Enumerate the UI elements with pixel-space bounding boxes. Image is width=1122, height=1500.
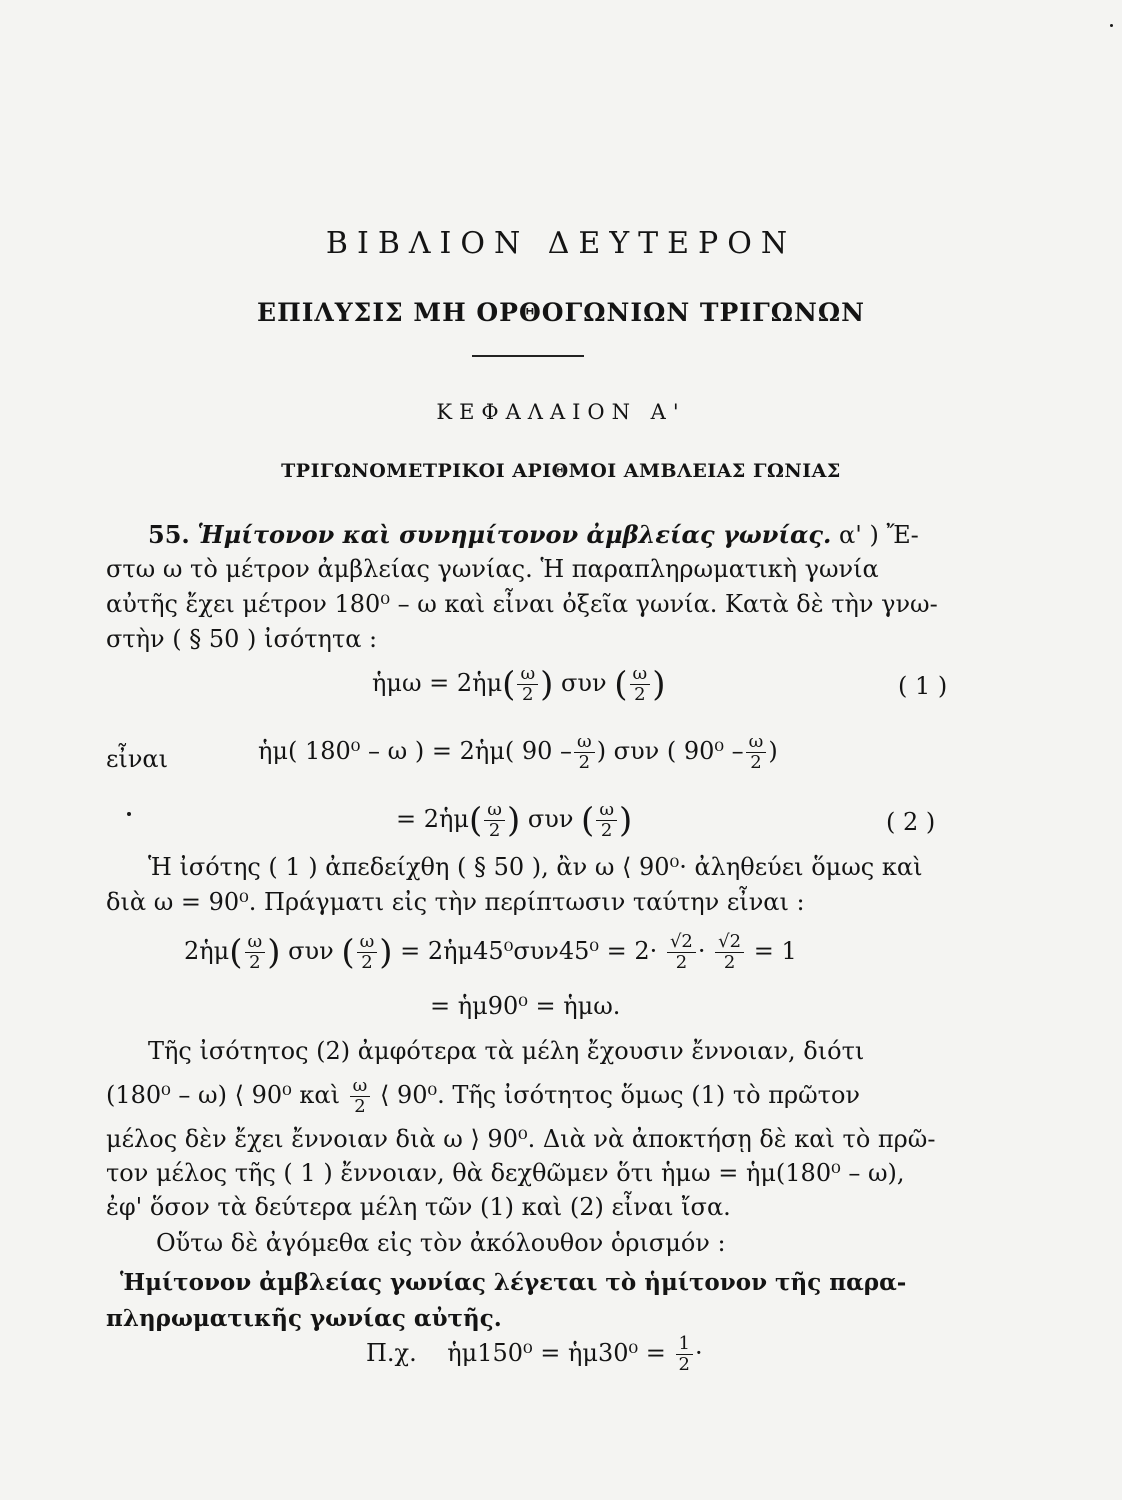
- equation-2-line2: = 2ἡμ( $\frac{\omega}{2}$ ) συν ( $\frac{\omega}{2}$ ): [396, 799, 633, 841]
- scan-speck: [1110, 24, 1113, 27]
- paragraph-line: τον μέλος τῆς ( 1 ) ἔννοιαν, θὰ δεχθῶμεν ὅτι ἡμω = ἡμ(180⁰ – ω),: [106, 1159, 905, 1187]
- fraction: $\frac{\omega}{2}$: [350, 1076, 371, 1117]
- definition-line: πληρωματικῆς γωνίας αὐτῆς.: [106, 1305, 502, 1332]
- paragraph-line: Ἡ ἰσότης ( 1 ) ἀπεδείχθη ( § 50 ), ἂν ω ⟨ 90⁰· ἀληθεύει ὅμως καὶ: [148, 853, 923, 881]
- scan-speck: [127, 812, 131, 816]
- equation-3-line2: = ἡμ90⁰ = ἡμω.: [430, 992, 621, 1020]
- equation-3: 2ἡμ( $\frac{\omega}{2}$ ) συν ( $\frac{\omega}{2}$ ) = 2ἡμ45⁰συν45⁰ = 2· $\frac{√2}{2}$ · $\frac{√2}{2}$ = 1: [184, 931, 797, 973]
- paragraph-line: αὐτῆς ἔχει μέτρον 180⁰ – ω καὶ εἶναι ὀξεῖα γωνία. Κατὰ δὲ τὴν γνω-: [106, 590, 938, 618]
- fraction: $\frac{\omega}{2}$: [746, 732, 767, 773]
- paragraph-line-with-fraction: (180⁰ – ω) ⟨ 90⁰ καὶ $\frac{\omega}{2}$ ⟨ 90⁰. Τῆς ἰσότητος ὅμως (1) τὸ πρῶτον: [106, 1075, 860, 1117]
- fraction: $\frac{\omega}{2}$: [517, 664, 538, 705]
- fraction: $\frac{\omega}{2}$: [630, 664, 651, 705]
- fraction: $\frac{\omega}{2}$: [484, 800, 505, 841]
- equation-1: ἡμω = 2ἡμ( $\frac{\omega}{2}$ ) συν ( $\frac{\omega}{2}$ ): [372, 663, 666, 705]
- fraction: $\frac{\omega}{2}$: [596, 800, 617, 841]
- paragraph-line: Οὕτω δὲ ἀγόμεθα εἰς τὸν ἀκόλουθον ὁρισμόν :: [156, 1229, 726, 1257]
- chapter-title: ΤΡΙΓΩΝΟΜΕΤΡΙΚΟΙ ΑΡΙΘΜΟΙ ΑΜΒΛΕΙΑΣ ΓΩΝΙΑΣ: [281, 460, 841, 482]
- section-heading: Ἡμίτονον καὶ συνημίτονον ἀμβλείας γωνίας.: [197, 520, 832, 549]
- paragraph-line: Τῆς ἰσότητος (2) ἀμφότερα τὰ μέλη ἔχουσιν ἔννοιαν, διότι: [148, 1037, 865, 1065]
- section-heading-line: [148, 518, 919, 552]
- paragraph-line: στω ω τὸ μέτρον ἀμβλείας γωνίας. Ἡ παραπληρωματικὴ γωνία: [106, 555, 879, 583]
- equation-number-2: ( 2 ): [886, 808, 936, 836]
- definition-line: Ἡμίτονον ἀμβλείας γωνίας λέγεται τὸ ἡμίτονον τῆς παρα-: [120, 1269, 907, 1296]
- fraction: $\frac{√2}{2}$: [667, 932, 696, 973]
- fraction: $\frac{\omega}{2}$: [357, 932, 378, 973]
- title-divider: [472, 355, 584, 357]
- eq2-prefix: εἶναι: [106, 745, 169, 773]
- fraction: $\frac{\omega}{2}$: [574, 732, 595, 773]
- paragraph-line: ἐφ' ὅσον τὰ δεύτερα μέλη τῶν (1) καὶ (2) εἶναι ἴσα.: [106, 1193, 731, 1221]
- chapter-label: ΚΕΦΑΛΑΙΟΝ Α': [436, 400, 686, 424]
- fraction: $\frac{1}{2}$: [676, 1334, 693, 1375]
- paragraph-line: μέλος δὲν ἔχει ἔννοιαν διὰ ω ⟩ 90⁰. Διὰ νὰ ἀποκτήσῃ δὲ καὶ τὸ πρῶ-: [106, 1125, 936, 1153]
- paragraph-line: στὴν ( § 50 ) ἰσότητα :: [106, 625, 378, 653]
- main-title: ΕΠΙΛΥΣΙΣ ΜΗ ΟΡΘΟΓΩΝΙΩΝ ΤΡΙΓΩΝΩΝ: [257, 298, 865, 327]
- paragraph-line: διὰ ω = 90⁰. Πράγματι εἰς τὴν περίπτωσιν ταύτην εἶναι :: [106, 888, 805, 916]
- book-title: ΒΙΒΛΙΟΝ ΔΕΥΤΕΡΟΝ: [325, 226, 797, 261]
- fraction: $\frac{√2}{2}$: [715, 932, 744, 973]
- example-label: Π.χ.: [366, 1339, 417, 1367]
- example: Π.χ. ἡμ150⁰ = ἡμ30⁰ = $\frac{1}{2}$ ·: [366, 1333, 703, 1375]
- equation-2: ἡμ( 180⁰ – ω ) = 2ἡμ( 90 – $\frac{\omega}{2}$ ) συν ( 90⁰ – $\frac{\omega}{2}$ ): [258, 731, 778, 773]
- section-number: 55.: [148, 520, 190, 549]
- fraction: $\frac{\omega}{2}$: [245, 932, 266, 973]
- equation-number-1: ( 1 ): [898, 672, 948, 700]
- section-intro-rest: α' ) Ἔ-: [839, 521, 919, 549]
